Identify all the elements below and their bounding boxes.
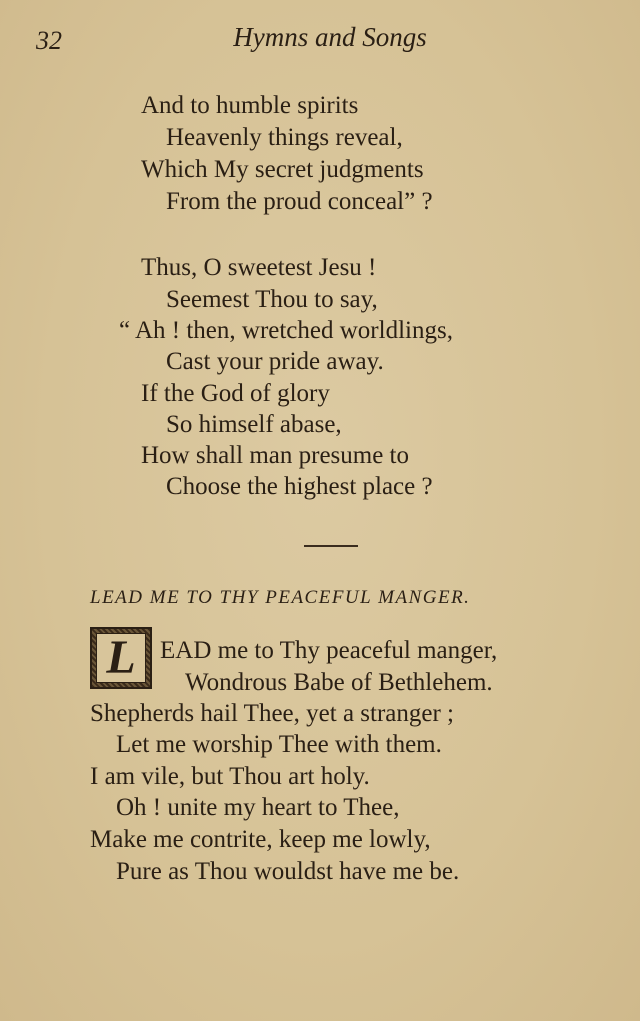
stanza-line: Heavenly things reveal,	[166, 124, 403, 151]
stanza-line: From the proud conceal” ?	[166, 188, 433, 215]
stanza-line: Thus, O sweetest Jesu !	[141, 254, 377, 281]
hymn-line: I am vile, but Thou art holy.	[90, 763, 370, 790]
dropcap-letter: L	[96, 633, 146, 683]
hymn-line: Make me contrite, keep me lowly,	[90, 826, 431, 853]
running-head: Hymns and Songs	[233, 22, 427, 52]
stanza-line: How shall man presume to	[141, 442, 410, 469]
section-divider	[304, 545, 358, 547]
stanza-line: Choose the highest place ?	[166, 473, 433, 500]
ornamental-dropcap	[90, 627, 152, 689]
stanza-line: Cast your pride away.	[166, 348, 384, 375]
hymn-title: LEAD ME TO THY PEACEFUL MANGER.	[90, 587, 471, 608]
stanza-line: If the God of glory	[141, 380, 330, 407]
hymn-line: EAD me to Thy peaceful manger,	[160, 637, 498, 664]
hymn-line: Pure as Thou wouldst have me be.	[116, 858, 460, 885]
stanza-line: Seemest Thou to say,	[166, 286, 378, 313]
hymn-line: Shepherds hail Thee, yet a stranger ;	[90, 700, 455, 727]
stanza-line: Which My secret judgments	[141, 156, 424, 183]
hymn-line: Let me worship Thee with them.	[116, 731, 442, 758]
stanza-line: So himself abase,	[166, 411, 342, 438]
stanza-line: “ Ah ! then, wretched worldlings,	[119, 317, 453, 344]
hymn-line: Oh ! unite my heart to Thee,	[116, 794, 400, 821]
page-number: 32	[36, 26, 62, 55]
hymn-line: Wondrous Babe of Bethlehem.	[185, 669, 493, 696]
stanza-line: And to humble spirits	[141, 92, 359, 119]
